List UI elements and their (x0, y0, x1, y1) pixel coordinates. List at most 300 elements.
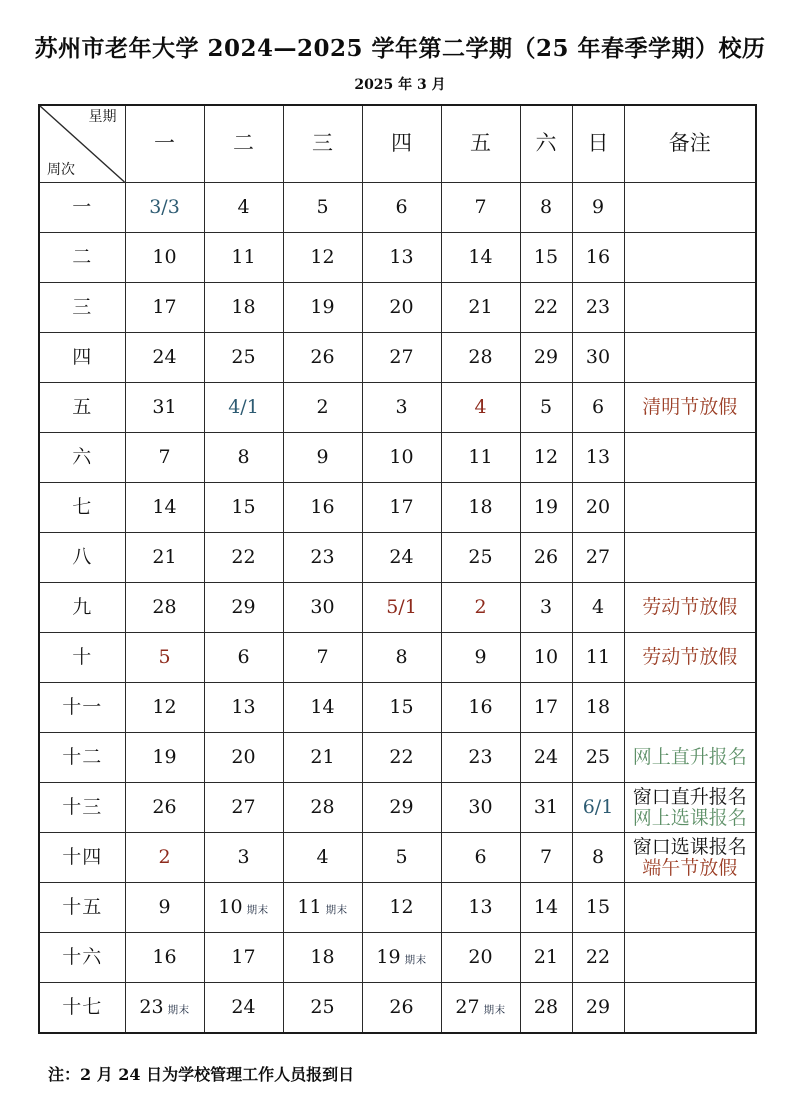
day-number: 21 (152, 546, 177, 569)
day-cell-content (573, 833, 624, 882)
day-cell[interactable] (362, 983, 441, 1034)
week-index-cell: 十六 (39, 933, 125, 983)
day-cell-content (363, 833, 441, 882)
day-cell[interactable] (283, 683, 362, 733)
day-cell[interactable] (520, 583, 572, 633)
day-cell[interactable] (572, 683, 624, 733)
day-number: 20 (468, 946, 493, 969)
day-cell-content (442, 333, 520, 382)
table-row (39, 733, 756, 783)
day-cell-content (205, 233, 283, 282)
remark-cell[interactable] (624, 983, 756, 1034)
day-cell[interactable] (441, 583, 520, 633)
day-number: 27 (455, 996, 480, 1019)
day-cell[interactable] (204, 233, 283, 283)
day-cell[interactable] (125, 933, 204, 983)
day-cell[interactable] (125, 483, 204, 533)
day-cell[interactable] (283, 733, 362, 783)
day-cell-content (521, 633, 572, 682)
day-number: 12 (533, 446, 559, 469)
day-cell[interactable] (441, 433, 520, 483)
day-cell[interactable] (283, 883, 362, 933)
day-cell-content (442, 883, 520, 932)
day-cell-content (284, 483, 362, 532)
day-cell[interactable] (520, 783, 572, 833)
day-cell[interactable] (441, 533, 520, 583)
table-row (39, 233, 756, 283)
day-cell[interactable] (520, 533, 572, 583)
day-cell-content (363, 783, 441, 832)
day-number: 18 (310, 946, 335, 969)
day-cell-content (363, 433, 441, 482)
day-cell[interactable] (362, 183, 441, 233)
day-cell[interactable] (572, 533, 624, 583)
day-cell-content (521, 883, 572, 932)
remark-cell[interactable] (624, 183, 756, 233)
day-number: 17 (389, 496, 414, 519)
day-cell[interactable] (362, 833, 441, 883)
day-cell[interactable] (125, 433, 204, 483)
day-cell[interactable] (204, 633, 283, 683)
day-cell[interactable] (125, 383, 204, 433)
day-number: 9 (158, 896, 171, 919)
day-cell-content (126, 933, 204, 982)
day-cell[interactable] (441, 383, 520, 433)
remark-cell[interactable] (624, 883, 756, 933)
day-number: 7 (539, 846, 553, 869)
remark-cell[interactable] (624, 833, 756, 883)
remark-cell[interactable] (624, 533, 756, 583)
day-cell[interactable] (125, 233, 204, 283)
day-number: 11 (297, 896, 322, 919)
day-cell-content (205, 483, 283, 532)
day-cell-content (442, 383, 520, 432)
week-index-cell: 九 (39, 583, 125, 633)
day-number: 30 (310, 596, 335, 619)
day-number: 17 (533, 696, 559, 719)
day-number: 3 (539, 596, 553, 619)
day-cell[interactable] (204, 833, 283, 883)
day-cell-content (573, 483, 624, 532)
day-cell[interactable] (572, 733, 624, 783)
remark-cell[interactable] (624, 433, 756, 483)
day-cell[interactable] (125, 283, 204, 333)
day-cell[interactable] (520, 633, 572, 683)
table-row (39, 683, 756, 733)
weekday-header-fri: 五 (441, 105, 520, 183)
day-cell[interactable] (520, 883, 572, 933)
day-cell[interactable] (441, 683, 520, 733)
day-cell[interactable] (362, 683, 441, 733)
day-number: 14 (310, 696, 335, 719)
remark-line: 清明节放假 (642, 396, 738, 419)
day-number: 29 (231, 596, 256, 619)
table-row (39, 833, 756, 883)
day-cell-content (363, 683, 441, 732)
day-cell[interactable] (520, 383, 572, 433)
day-number: 20 (585, 496, 611, 519)
day-cell[interactable] (362, 733, 441, 783)
day-cell[interactable] (441, 233, 520, 283)
day-cell[interactable] (572, 333, 624, 383)
day-cell[interactable] (441, 633, 520, 683)
day-cell[interactable] (441, 783, 520, 833)
day-number: 2 (474, 596, 487, 619)
day-cell[interactable] (125, 333, 204, 383)
day-cell-content (284, 783, 362, 832)
day-cell-content (521, 483, 572, 532)
day-number: 6 (395, 196, 408, 219)
day-cell[interactable] (441, 833, 520, 883)
day-number: 21 (468, 296, 493, 319)
day-number: 28 (533, 996, 559, 1019)
day-cell-content (573, 883, 624, 932)
day-cell[interactable] (572, 383, 624, 433)
day-number: 3 (237, 846, 250, 869)
week-index-cell: 二 (39, 233, 125, 283)
day-cell-content (573, 183, 624, 232)
day-cell[interactable] (283, 333, 362, 383)
day-number: 18 (585, 696, 611, 719)
remark-cell[interactable] (624, 683, 756, 733)
day-number: 16 (585, 246, 611, 269)
day-cell[interactable] (520, 433, 572, 483)
day-cell[interactable] (520, 283, 572, 333)
day-cell-content (573, 633, 624, 682)
day-cell[interactable] (283, 983, 362, 1034)
day-cell-content (573, 583, 624, 632)
day-cell-content (363, 583, 441, 632)
day-cell-content (442, 633, 520, 682)
day-cell[interactable] (441, 483, 520, 533)
footer-note: 注：2 月 24 日为学校管理工作人员报到日 (48, 1065, 355, 1084)
day-cell-content (573, 233, 624, 282)
remark-cell[interactable] (624, 783, 756, 833)
day-number: 20 (231, 746, 256, 769)
day-cell[interactable] (204, 983, 283, 1034)
day-cell[interactable] (283, 533, 362, 583)
day-cell[interactable] (520, 483, 572, 533)
remark-cell[interactable] (624, 383, 756, 433)
day-cell[interactable] (125, 983, 204, 1034)
day-cell[interactable] (204, 433, 283, 483)
table-row (39, 883, 756, 933)
day-number: 10 (218, 896, 243, 919)
remark-cell[interactable] (624, 733, 756, 783)
weekday-header-sun: 日 (572, 105, 624, 183)
week-index-cell: 四 (39, 333, 125, 383)
day-cell-content (573, 533, 624, 582)
day-cell[interactable] (204, 533, 283, 583)
day-cell[interactable] (520, 733, 572, 783)
day-cell-content (126, 183, 204, 232)
day-cell[interactable] (204, 933, 283, 983)
day-cell[interactable] (283, 483, 362, 533)
day-number: 4/1 (228, 396, 259, 419)
day-cell[interactable] (520, 683, 572, 733)
day-cell-content (126, 983, 204, 1032)
remark-cell[interactable] (624, 233, 756, 283)
day-cell[interactable] (572, 283, 624, 333)
remark-cell[interactable] (624, 283, 756, 333)
day-cell[interactable] (204, 283, 283, 333)
day-number: 25 (310, 996, 335, 1019)
day-cell[interactable] (125, 883, 204, 933)
day-cell[interactable] (204, 183, 283, 233)
weekday-header-sat: 六 (520, 105, 572, 183)
day-cell[interactable] (283, 583, 362, 633)
day-cell-content (521, 683, 572, 732)
day-cell[interactable] (572, 983, 624, 1034)
day-number: 6 (237, 646, 250, 669)
day-cell[interactable] (572, 883, 624, 933)
day-cell[interactable] (520, 333, 572, 383)
day-cell[interactable] (283, 233, 362, 283)
week-index-cell: 十五 (39, 883, 125, 933)
day-cell[interactable] (362, 883, 441, 933)
week-index-cell: 十七 (39, 983, 125, 1034)
day-cell[interactable] (204, 383, 283, 433)
note-column-header: 备注 (624, 105, 756, 183)
day-cell-content (521, 183, 572, 232)
day-cell[interactable] (441, 933, 520, 983)
day-cell[interactable] (125, 833, 204, 883)
day-cell[interactable] (125, 683, 204, 733)
day-number: 24 (533, 746, 559, 769)
final-exam-label: 期末 (246, 903, 269, 916)
day-cell-content (442, 583, 520, 632)
day-cell[interactable] (362, 583, 441, 633)
day-number: 31 (533, 796, 559, 819)
day-number: 13 (231, 696, 256, 719)
day-cell[interactable] (283, 283, 362, 333)
day-cell[interactable] (362, 633, 441, 683)
day-number: 24 (231, 996, 256, 1019)
day-cell[interactable] (204, 733, 283, 783)
day-cell[interactable] (441, 883, 520, 933)
day-number: 19 (533, 496, 559, 519)
day-cell-content (442, 683, 520, 732)
day-cell[interactable] (572, 433, 624, 483)
table-header-row (39, 105, 756, 183)
day-number: 23 (310, 546, 335, 569)
day-number: 5 (316, 196, 329, 219)
day-cell-content (521, 233, 572, 282)
day-cell[interactable] (441, 983, 520, 1034)
day-cell[interactable] (362, 333, 441, 383)
day-cell-content (205, 733, 283, 782)
day-cell-content (126, 583, 204, 632)
remark-cell[interactable] (624, 583, 756, 633)
day-cell-content (363, 633, 441, 682)
day-number: 24 (152, 346, 177, 369)
day-cell-content (284, 833, 362, 882)
day-number: 22 (533, 296, 559, 319)
remark-line: 窗口选课报名 (632, 835, 747, 858)
day-number: 4 (591, 596, 605, 619)
day-cell-content (521, 783, 572, 832)
day-number: 28 (310, 796, 335, 819)
remark-cell[interactable] (624, 633, 756, 683)
day-cell-content (284, 333, 362, 382)
day-cell[interactable] (520, 933, 572, 983)
day-number: 26 (310, 346, 335, 369)
week-index-cell: 十一 (39, 683, 125, 733)
remark-cell[interactable] (624, 933, 756, 983)
day-cell[interactable] (362, 933, 441, 983)
day-cell[interactable] (125, 183, 204, 233)
day-cell[interactable] (572, 483, 624, 533)
day-number: 17 (231, 946, 256, 969)
day-number: 3/3 (149, 196, 180, 219)
day-cell-content (521, 733, 572, 782)
day-cell[interactable] (283, 383, 362, 433)
day-cell[interactable] (572, 633, 624, 683)
day-cell[interactable] (283, 433, 362, 483)
weekday-header-mon: 一 (125, 105, 204, 183)
day-number: 16 (152, 946, 177, 969)
day-cell-content (205, 433, 283, 482)
day-number: 25 (585, 746, 611, 769)
day-cell[interactable] (362, 783, 441, 833)
day-cell[interactable] (204, 683, 283, 733)
weekday-header-wed: 三 (283, 105, 362, 183)
day-cell[interactable] (283, 183, 362, 233)
day-cell[interactable] (204, 483, 283, 533)
day-number: 15 (389, 696, 414, 719)
day-number: 17 (152, 296, 177, 319)
day-cell[interactable] (572, 933, 624, 983)
day-number: 6 (474, 846, 487, 869)
day-cell[interactable] (283, 783, 362, 833)
remark-line: 端午节放假 (642, 856, 738, 879)
table-row (39, 383, 756, 433)
day-cell[interactable] (125, 733, 204, 783)
corner-header-cell (39, 105, 125, 183)
day-cell[interactable] (204, 783, 283, 833)
table-row (39, 983, 756, 1034)
day-cell[interactable] (362, 433, 441, 483)
day-cell-content (363, 233, 441, 282)
day-number: 27 (231, 796, 256, 819)
day-cell-content (205, 333, 283, 382)
day-cell-content (442, 933, 520, 982)
day-number: 29 (585, 996, 611, 1019)
day-cell[interactable] (520, 183, 572, 233)
day-cell-content (442, 833, 520, 882)
day-cell-content (284, 733, 362, 782)
day-cell[interactable] (362, 483, 441, 533)
day-cell-content (126, 683, 204, 732)
day-cell-content (284, 433, 362, 482)
day-number: 6/1 (582, 796, 614, 819)
day-cell-content (521, 283, 572, 332)
day-number: 22 (389, 746, 414, 769)
week-index-cell: 五 (39, 383, 125, 433)
day-number: 11 (585, 646, 611, 669)
day-number: 26 (533, 546, 559, 569)
day-number: 19 (152, 746, 177, 769)
day-number: 27 (585, 546, 611, 569)
day-number: 29 (533, 346, 559, 369)
table-row (39, 633, 756, 683)
day-cell-content (284, 933, 362, 982)
day-cell[interactable] (125, 633, 204, 683)
day-cell[interactable] (441, 183, 520, 233)
calendar-table-wrapper (38, 104, 756, 1034)
day-cell[interactable] (441, 333, 520, 383)
day-number: 18 (468, 496, 493, 519)
day-cell[interactable] (125, 783, 204, 833)
day-cell[interactable] (362, 233, 441, 283)
day-cell-content (126, 233, 204, 282)
day-cell[interactable] (441, 283, 520, 333)
day-number: 8 (237, 446, 250, 469)
day-cell[interactable] (362, 533, 441, 583)
day-cell[interactable] (204, 333, 283, 383)
day-cell[interactable] (125, 533, 204, 583)
day-cell[interactable] (204, 883, 283, 933)
table-row (39, 783, 756, 833)
table-row (39, 333, 756, 383)
day-cell-content (205, 633, 283, 682)
day-cell[interactable] (125, 583, 204, 633)
remark-cell[interactable] (624, 483, 756, 533)
day-number: 25 (468, 546, 493, 569)
day-cell-content (573, 733, 624, 782)
week-index-cell: 三 (39, 283, 125, 333)
table-row (39, 533, 756, 583)
day-number: 11 (231, 246, 256, 269)
day-cell[interactable] (520, 833, 572, 883)
day-number: 19 (310, 296, 335, 319)
day-cell-content (126, 883, 204, 932)
day-cell-content (363, 883, 441, 932)
day-cell[interactable] (572, 833, 624, 883)
day-cell[interactable] (283, 933, 362, 983)
day-cell[interactable] (572, 783, 624, 833)
day-number: 4 (237, 196, 250, 219)
day-cell-content (573, 283, 624, 332)
day-number: 28 (152, 596, 177, 619)
day-cell-content (126, 283, 204, 332)
day-cell[interactable] (572, 583, 624, 633)
day-number: 13 (468, 896, 493, 919)
day-cell-content (442, 233, 520, 282)
day-number: 10 (152, 246, 177, 269)
remark-cell[interactable] (624, 333, 756, 383)
day-cell-content (205, 933, 283, 982)
day-cell[interactable] (572, 233, 624, 283)
day-cell[interactable] (520, 983, 572, 1034)
day-cell[interactable] (283, 633, 362, 683)
day-cell[interactable] (572, 183, 624, 233)
day-cell-content (284, 983, 362, 1032)
day-cell-content (205, 983, 283, 1032)
day-number: 26 (152, 796, 177, 819)
remark-line: 网上选课报名 (632, 806, 747, 829)
day-number: 5 (158, 646, 171, 669)
day-cell-content (521, 433, 572, 482)
day-cell[interactable] (520, 233, 572, 283)
day-cell[interactable] (362, 283, 441, 333)
day-cell[interactable] (362, 383, 441, 433)
day-cell[interactable] (441, 733, 520, 783)
day-cell[interactable] (204, 583, 283, 633)
remark-line: 窗口直升报名 (632, 785, 747, 808)
day-cell[interactable] (283, 833, 362, 883)
page-title: 苏州市老年大学 2024—2025 学年第二学期（25 年春季学期）校历 (34, 35, 766, 62)
